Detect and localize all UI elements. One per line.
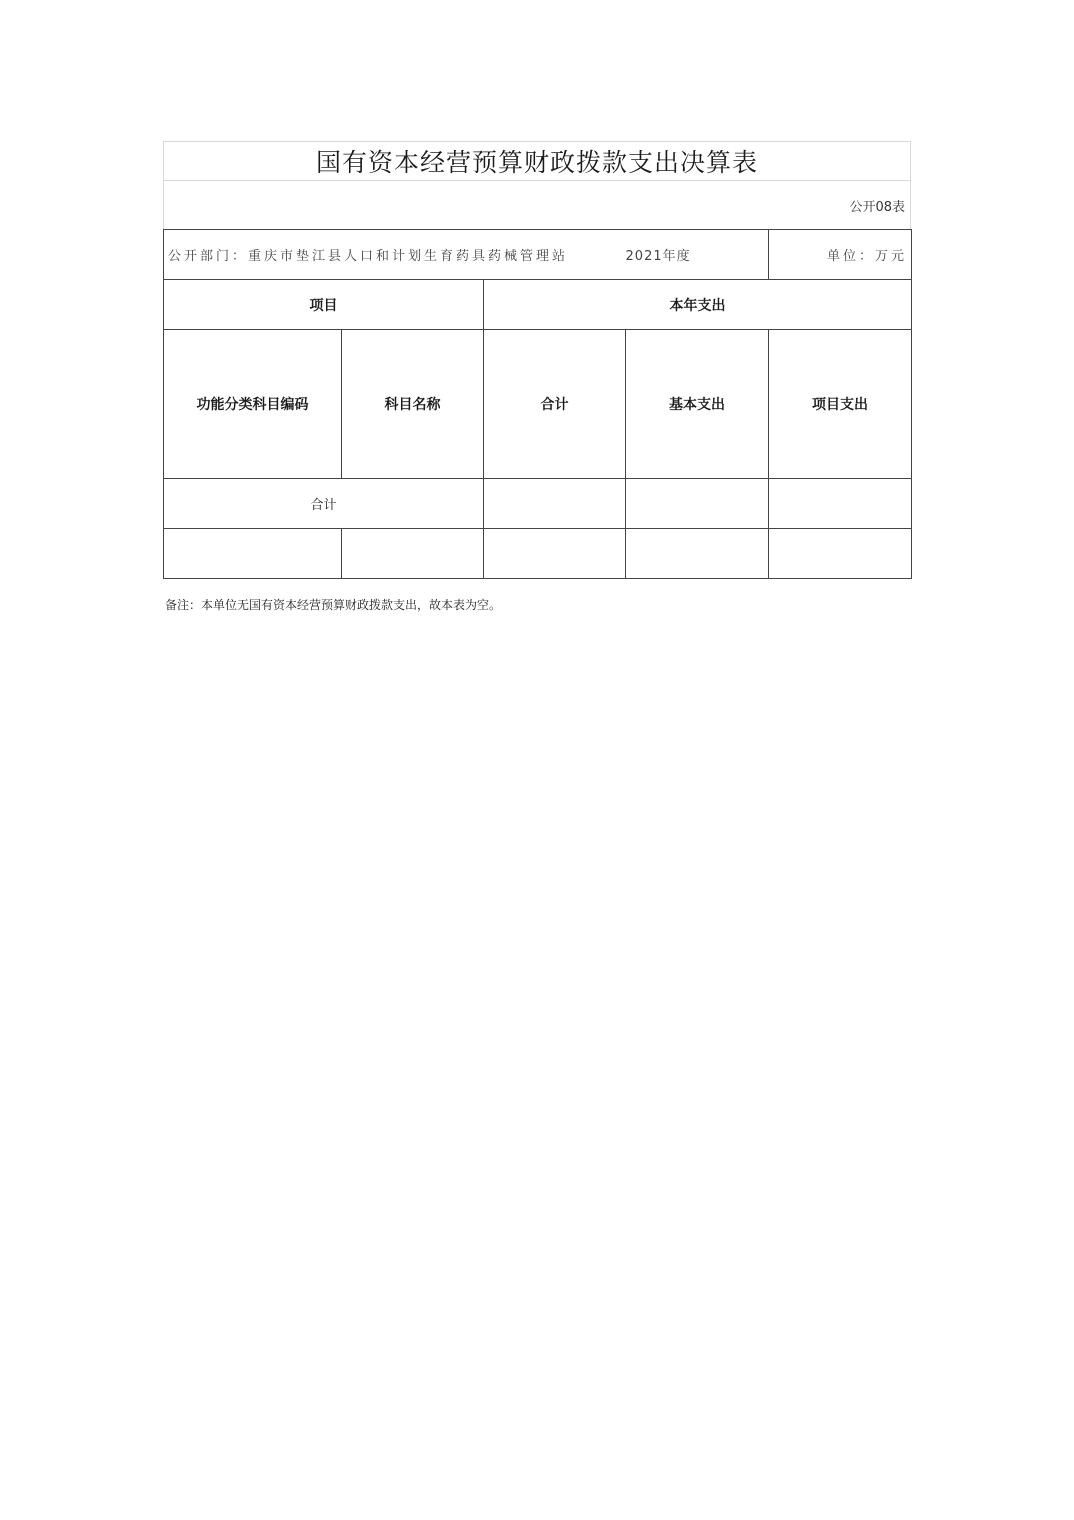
year-label: 2021年度 <box>626 230 769 280</box>
table-cell <box>342 529 484 579</box>
header-current-year: 本年支出 <box>484 280 912 330</box>
department-label: 公开部门：重庆市垫江县人口和计划生育药具药械管理站 <box>164 230 626 280</box>
col-header-project: 项目支出 <box>769 330 912 479</box>
footnote: 备注：本单位无国有资本经营预算财政拨款支出，故本表为空。 <box>165 598 502 612</box>
table-cell <box>769 529 912 579</box>
unit-label: 单位：万元 <box>769 230 912 280</box>
table-cell <box>626 529 769 579</box>
table-row <box>164 529 912 579</box>
total-cell <box>484 479 626 529</box>
col-header-basic: 基本支出 <box>626 330 769 479</box>
table-cell <box>484 529 626 579</box>
total-project-cell <box>769 479 912 529</box>
header-row-1 <box>164 280 912 330</box>
header-row-2 <box>164 330 912 479</box>
expenditure-table <box>163 229 912 579</box>
meta-row <box>164 230 912 280</box>
col-header-total: 合计 <box>484 330 626 479</box>
col-header-code: 功能分类科目编码 <box>164 330 342 479</box>
document-title: 国有资本经营预算财政拨款支出决算表 <box>163 141 911 180</box>
col-header-name: 科目名称 <box>342 330 484 479</box>
total-basic-cell <box>626 479 769 529</box>
total-label: 合计 <box>164 479 484 529</box>
total-row <box>164 479 912 529</box>
budget-sheet <box>163 141 911 579</box>
table-cell <box>164 529 342 579</box>
form-code: 公开08表 <box>163 180 911 229</box>
header-project: 项目 <box>164 280 484 330</box>
